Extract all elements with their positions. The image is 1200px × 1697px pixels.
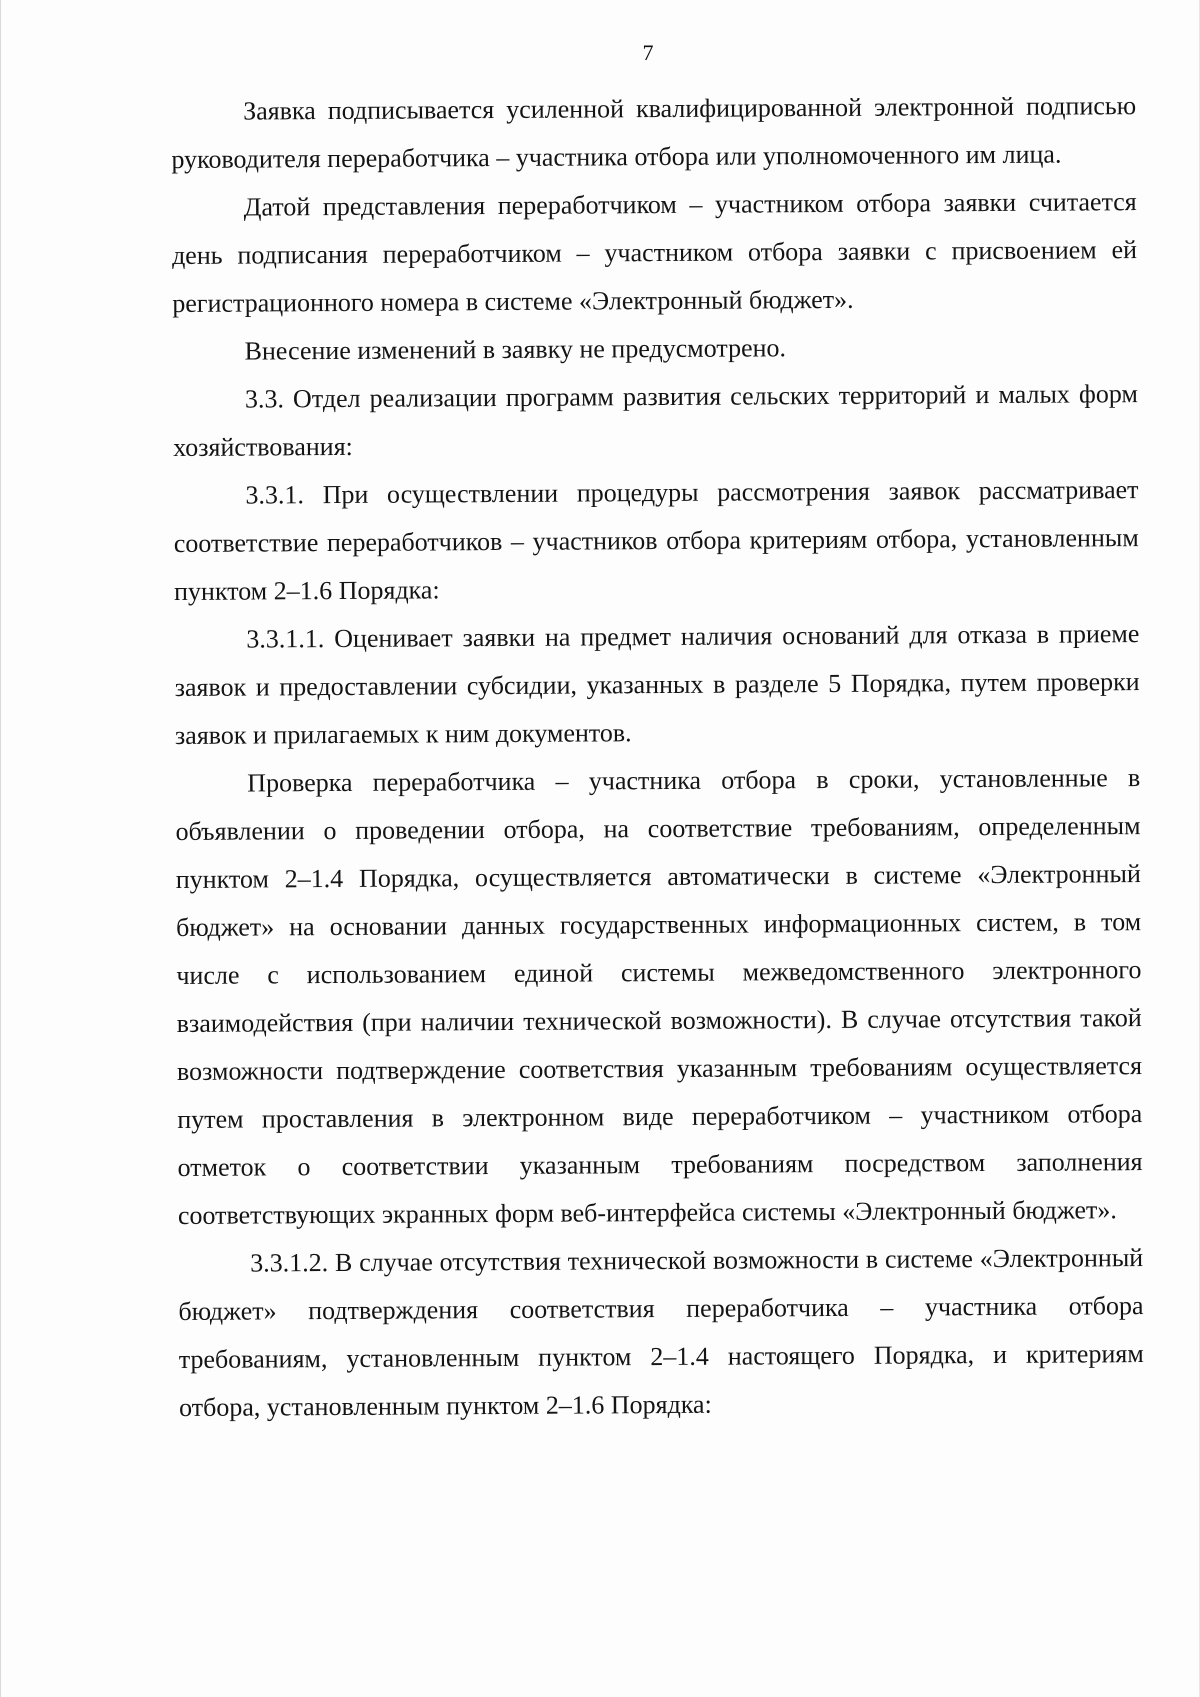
- paragraph: 3.3. Отдел реализации программ развития сельских территорий и малых форм хозяйствования:: [173, 379, 1138, 462]
- page-number: 7: [642, 40, 654, 65]
- paragraph: 3.3.1.1. Оценивает заявки на предмет наличия оснований для отказа в приеме заявок и предоставлении субсидии, указанных в разделе 5 Порядка, путем проверки заявок и прилагаемых к ним документов.: [174, 619, 1140, 750]
- paragraph: Датой представления переработчиком – участником отбора заявки считается день подписания переработчиком – участником отбора заявки с присвоением ей регистрационного номера в системе «Электронный бюджет».: [171, 187, 1138, 318]
- paragraph: Внесение изменений в заявку не предусмотрено.: [244, 333, 787, 366]
- paragraph: 3.3.1. При осуществлении процедуры рассмотрения заявок рассматривает соответствие переработчиков – участников отбора критериям отбора, установленным пунктом 2–1.6 Порядка:: [173, 475, 1139, 606]
- paragraph: 3.3.1.2. В случае отсутствия технической возможности в системе «Электронный бюджет» подтверждения соответствия переработчика – участника отбора требованиям, установленным пунктом 2–1.4 настоящего Порядка, и критериям отбора, установленным пунктом 2–1.6 Порядка:: [178, 1243, 1144, 1422]
- document-body: [171, 82, 1144, 1432]
- paragraph: Заявка подписывается усиленной квалифицированной электронной подписью руководителя переработчика – участника отбора или уполномоченного им лица.: [171, 91, 1137, 174]
- paragraph: Проверка переработчика – участника отбора в сроки, установленные в объявлении о проведении отбора, на соответствие требованиям, определенным пунктом 2–1.4 Порядка, осуществляется автоматически в системе «Электронный бюджет» на основании данных государственных информационных систем, в том числе с использованием единой системы межведомственного электронного взаимодействия (при наличии технической возможности). В случае отсутствия такой возможности подтверждение соответствия указанным требованиям осуществляется путем проставления в электронном виде переработчиком – участником отбора отметок о соответствии указанным требованиям посредством заполнения соответствующих экранных форм веб-интерфейса системы «Электронный бюджет».: [175, 763, 1143, 1230]
